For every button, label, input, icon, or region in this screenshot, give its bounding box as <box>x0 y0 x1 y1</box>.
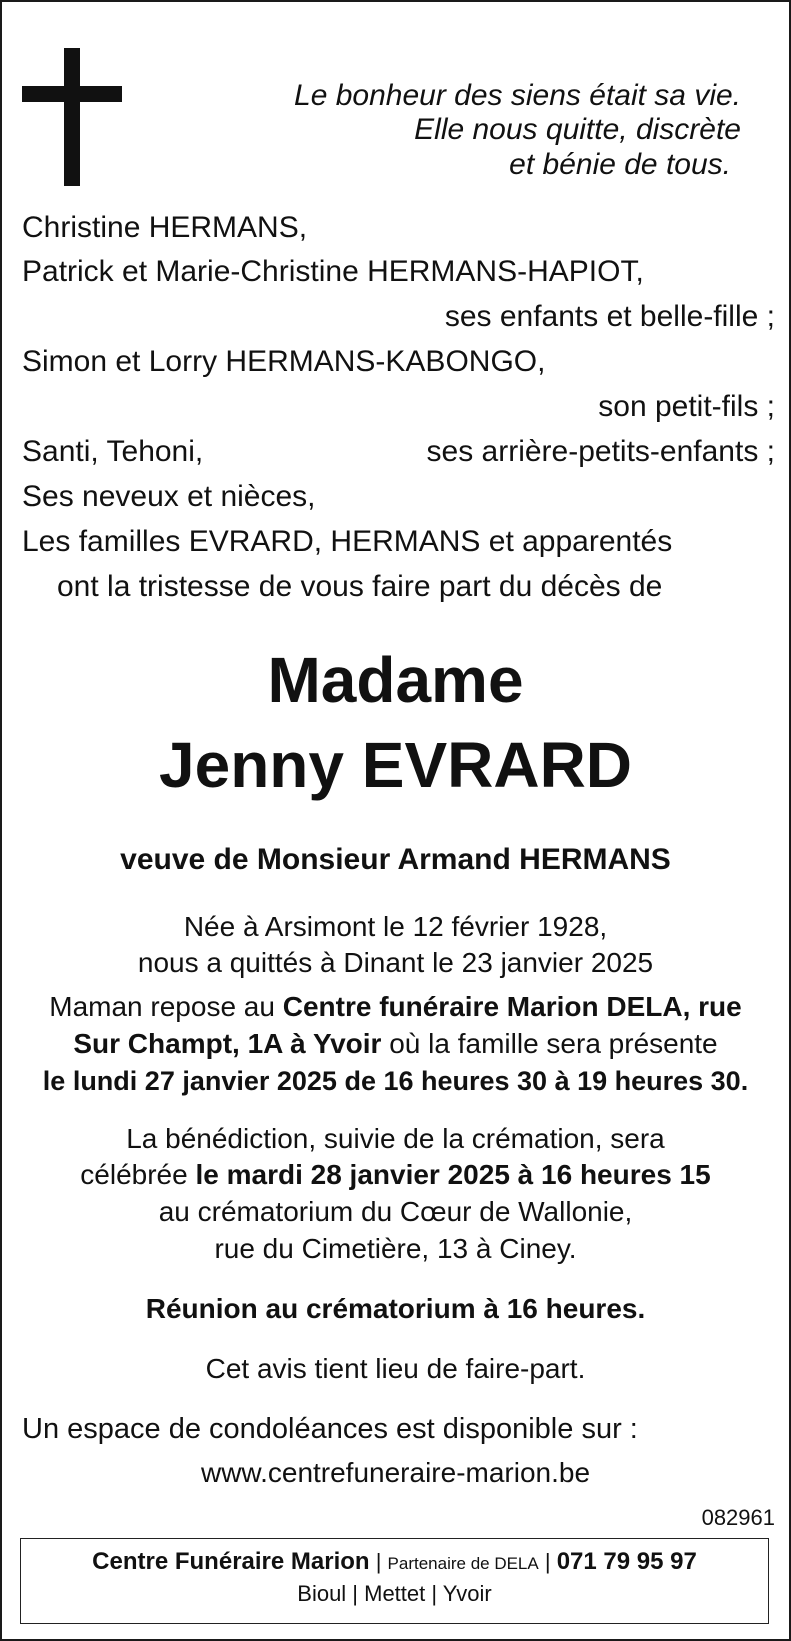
family-line-7: Ses neveux et nièces, <box>22 480 316 513</box>
footer <box>20 1538 769 1624</box>
rest-line-1: Maman repose au Centre funéraire Marion DELA, rue <box>49 991 742 1022</box>
family-line-5: son petit-fils ; <box>598 390 775 423</box>
condolences-url: www.centrefuneraire-marion.be <box>200 1457 591 1488</box>
cross-icon-bar <box>22 86 122 102</box>
quote-line-1: Le bonheur des siens était sa vie. <box>294 79 741 112</box>
family-line-2: Patrick et Marie-Christine HERMANS-HAPIOT, <box>22 255 644 288</box>
footer-company: Centre Funéraire Marion <box>92 1548 370 1575</box>
cross-icon <box>64 48 80 186</box>
condolences-line: Un espace de condoléances est disponible sur : <box>22 1413 638 1445</box>
died-line: nous a quittés à Dinant le 23 janvier 2025 <box>137 947 654 978</box>
rest-line-2: Sur Champt, 1A à Yvoir où la famille sera présente <box>73 1028 718 1059</box>
footer-locations: Bioul | Mettet | Yvoir <box>297 1581 492 1606</box>
notice-line: Cet avis tient lieu de faire-part. <box>205 1353 586 1384</box>
ceremony-line-3: au crématorium du Cœur de Wallonie, <box>158 1196 633 1227</box>
family-line-6b: ses arrière-petits-enfants ; <box>426 435 775 468</box>
deceased-widow: veuve de Monsieur Armand HERMANS <box>120 843 671 876</box>
footer-line-1: Centre Funéraire Marion | Partenaire de DELA | 071 79 95 97 <box>92 1548 697 1575</box>
family-line-9: ont la tristesse de vous faire part du décès de <box>57 570 663 603</box>
ceremony-line-2: célébrée le mardi 28 janvier 2025 à 16 heures 15 <box>80 1159 711 1190</box>
born-line: Née à Arsimont le 12 février 1928, <box>183 911 608 942</box>
quote-line-2: Elle nous quitte, discrète <box>414 113 741 146</box>
family-line-3: ses enfants et belle-fille ; <box>444 300 775 333</box>
family-line-1: Christine HERMANS, <box>22 211 308 244</box>
deceased-name: Jenny EVRARD <box>159 729 632 801</box>
family-line-4: Simon et Lorry HERMANS-KABONGO, <box>22 345 546 378</box>
footer-partner: Partenaire de DELA <box>387 1554 539 1573</box>
family-line-6a: Santi, Tehoni, <box>22 435 204 468</box>
rest-line-3: le lundi 27 janvier 2025 de 16 heures 30 à 19 heures 30. <box>42 1066 749 1096</box>
ceremony-line-4: rue du Cimetière, 13 à Ciney. <box>214 1233 577 1264</box>
meeting-line: Réunion au crématorium à 16 heures. <box>145 1293 646 1324</box>
footer-phone: 071 79 95 97 <box>556 1548 697 1575</box>
reference-number: 082961 <box>701 1505 775 1530</box>
ceremony-line-1: La bénédiction, suivie de la crémation, sera <box>126 1123 665 1154</box>
family-line-8: Les familles EVRARD, HERMANS et apparentés <box>22 525 673 558</box>
quote-line-3: et bénie de tous. <box>509 148 731 181</box>
deceased-title: Madame <box>267 644 524 716</box>
